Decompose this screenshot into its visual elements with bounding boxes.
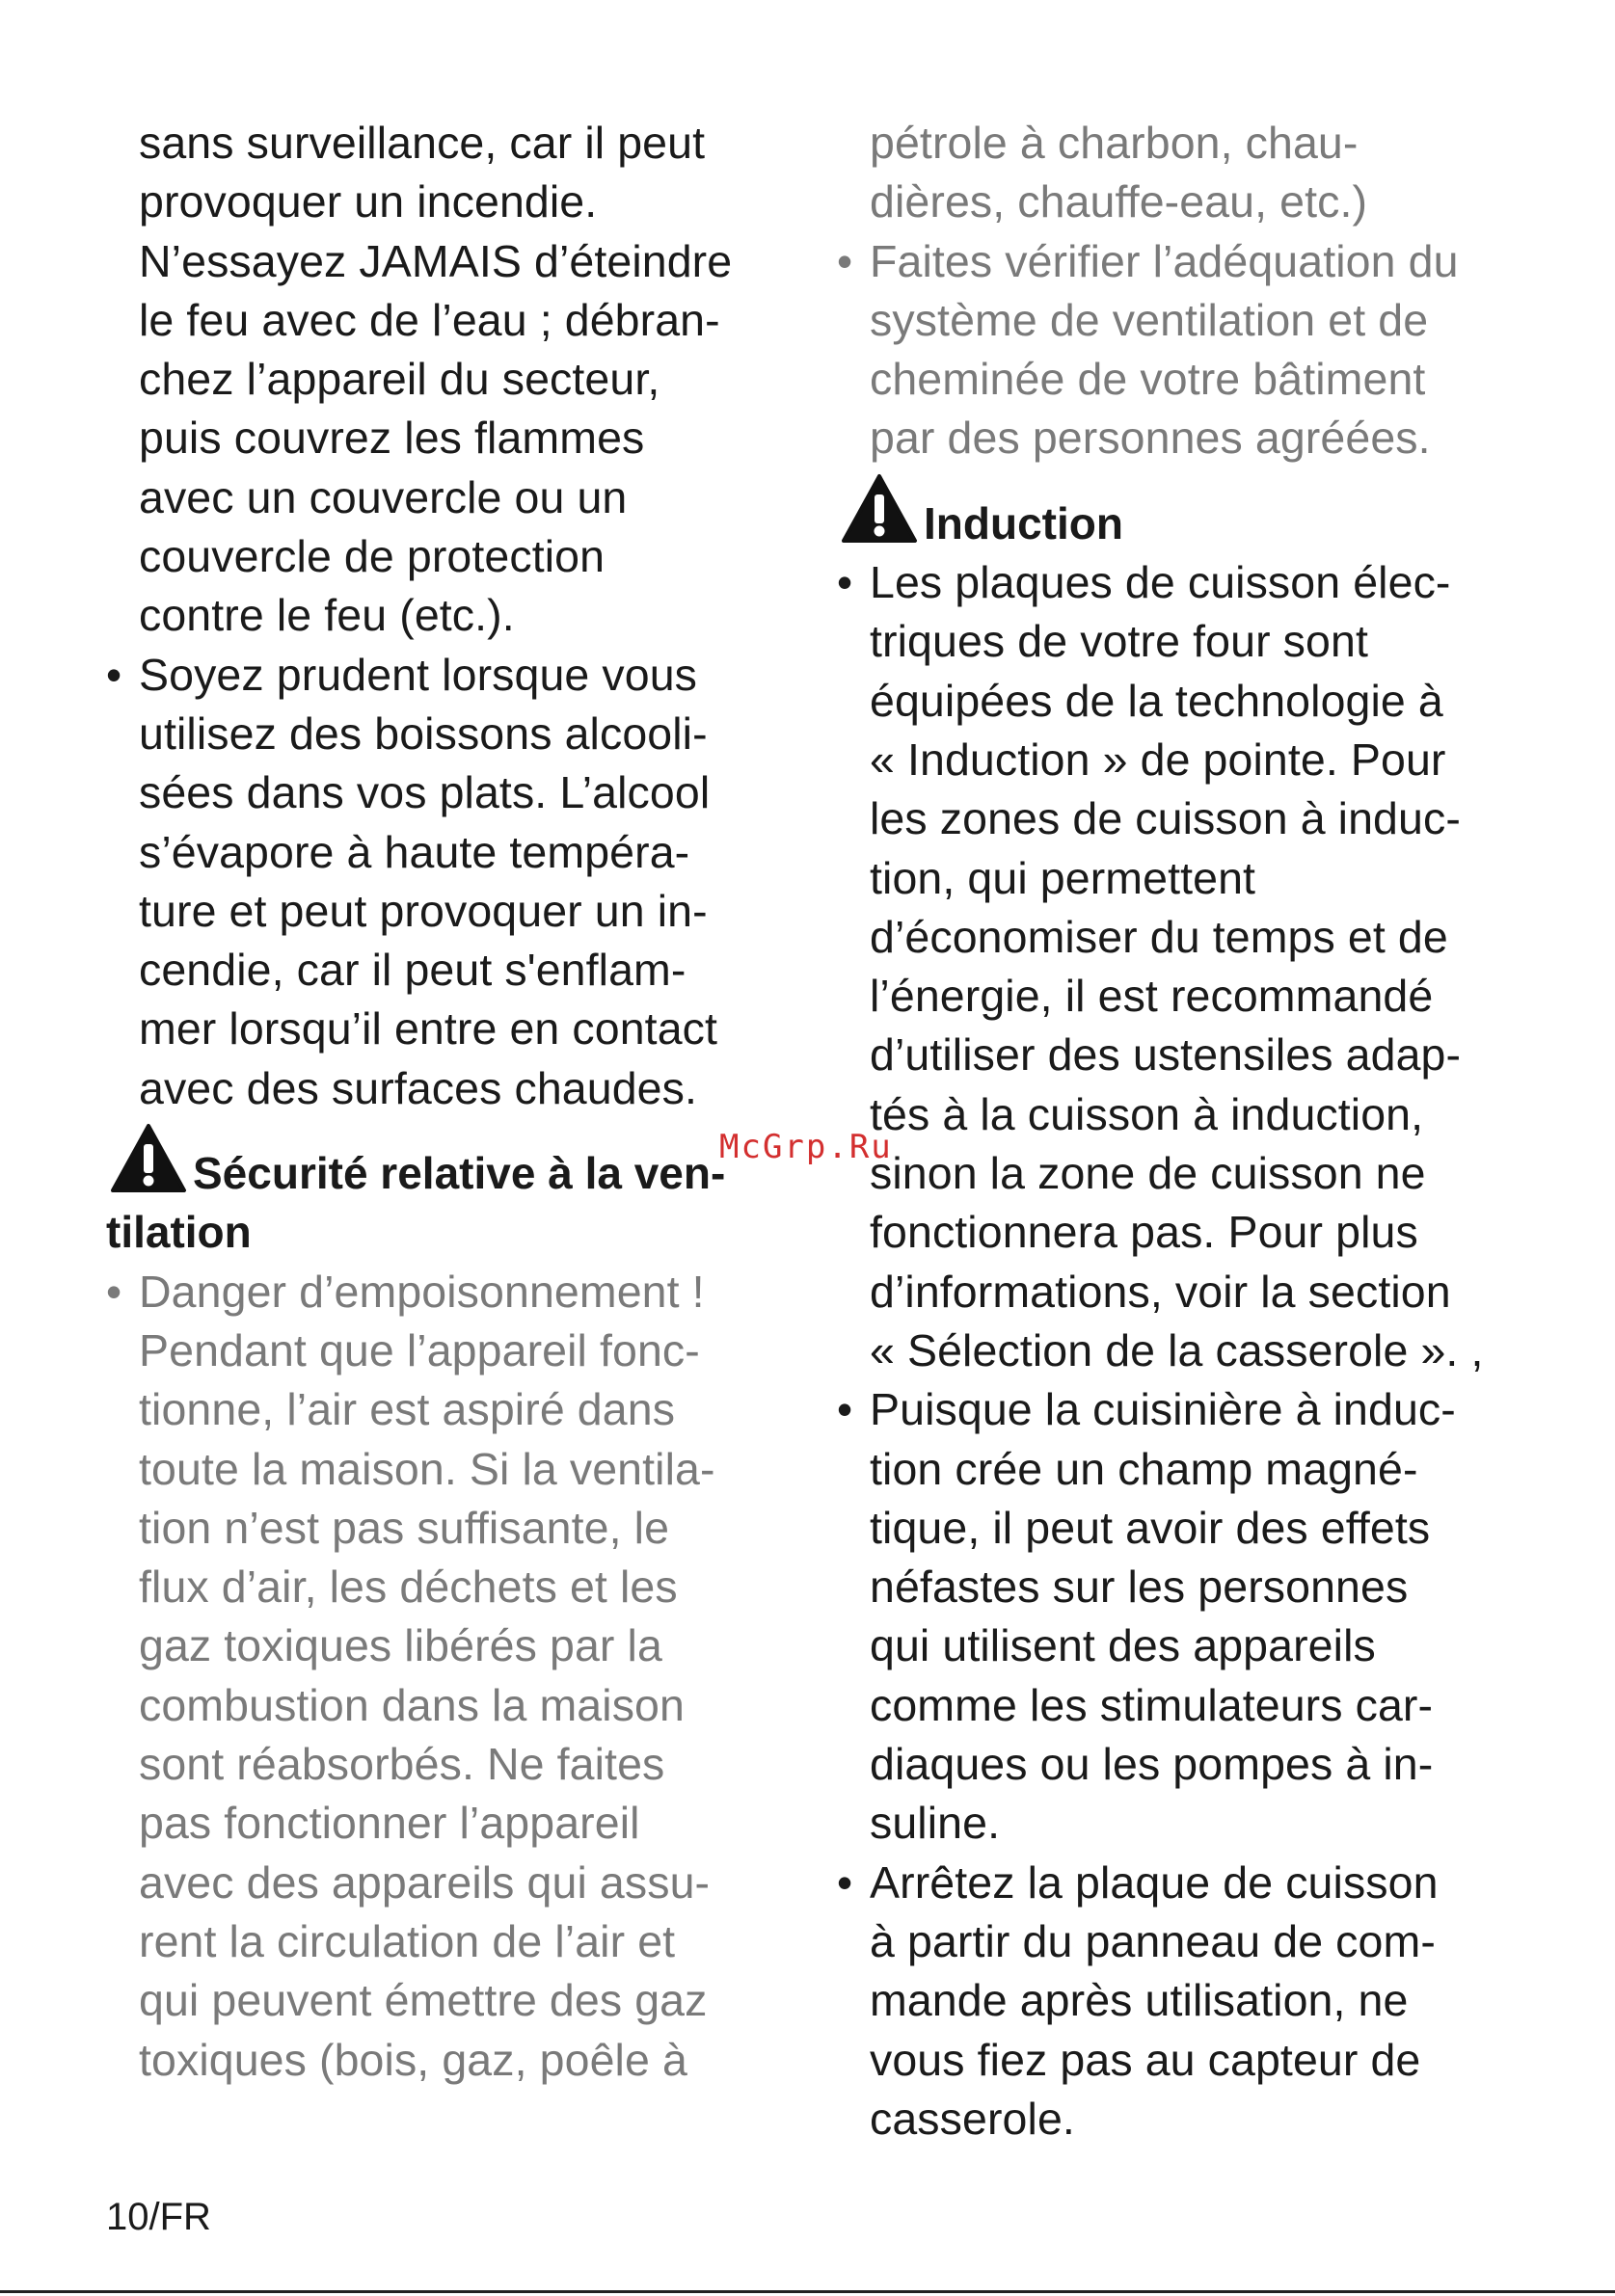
text-line: qui peuvent émettre des gaz: [139, 1975, 708, 2026]
text-line: fonctionnera pas. Pour plus: [870, 1207, 1418, 1258]
text-line: puis couvrez les flammes: [139, 413, 645, 464]
text-line: flux d’air, les déchets et les: [139, 1562, 678, 1613]
text-line: pas fonctionner l’appareil: [139, 1798, 640, 1849]
bullet-ventilation-check: [837, 232, 1541, 468]
text-line: avec des appareils qui assu-: [139, 1856, 711, 1908]
paragraph-continuation: [837, 114, 1541, 232]
warning-triangle-icon: [841, 473, 918, 545]
text-line: à partir du panneau de com-: [870, 1915, 1436, 1966]
text-line: sont réabsorbés. Ne faites: [139, 1739, 665, 1790]
bullet-switch-off: [837, 1854, 1541, 2149]
text-line: équipées de la technologie à: [870, 675, 1443, 726]
text-line: dières, chauffe-eau, etc.): [870, 176, 1368, 227]
text-line: [837, 553, 1541, 612]
text-line: tion, qui permettent: [870, 852, 1256, 903]
text-line: cendie, car il peut s'enflam-: [139, 945, 686, 996]
text-line: diaques ou les pompes à in-: [870, 1739, 1434, 1790]
text: Danger d’empoisonnement !: [139, 1266, 705, 1317]
text-line: toxiques (bois, gaz, poêle à: [139, 2034, 687, 2085]
text-line: avec des surfaces chaudes.: [139, 1062, 698, 1113]
text: Soyez prudent lorsque vous: [139, 649, 698, 700]
text-line: [837, 232, 1541, 291]
text-line: tionne, l’air est aspiré dans: [139, 1384, 676, 1435]
text-line: « Sélection de la casserole ». ,: [870, 1324, 1484, 1375]
heading-text: Induction: [924, 497, 1123, 548]
bullet-induction-cookware: [837, 553, 1541, 1380]
heading-text: Sécurité relative à la ven-: [193, 1148, 726, 1199]
text-line: qui utilisent des appareils: [870, 1620, 1376, 1671]
page-number: 10/FR: [106, 2196, 211, 2238]
text-line: le feu avec de l’eau ; débran-: [139, 294, 720, 345]
text-line: [106, 646, 839, 705]
text-line: système de ventilation et de: [870, 294, 1429, 345]
text-line: les zones de cuisson à induc-: [870, 793, 1461, 844]
text-line: cheminée de votre bâtiment: [870, 354, 1426, 405]
text-line: « Induction » de pointe. Pour: [870, 734, 1446, 785]
text-line: couvercle de protection: [139, 531, 606, 582]
text-line: rent la circulation de l’air et: [139, 1915, 676, 1966]
text-line: gaz toxiques libérés par la: [139, 1620, 662, 1671]
warning-triangle-icon: [110, 1123, 187, 1194]
watermark: McGrp.Ru: [719, 1128, 893, 1166]
text-line: d’économiser du temps et de: [870, 911, 1448, 962]
text-line: provoquer un incendie.: [139, 176, 598, 227]
text-line: ture et peut provoquer un in-: [139, 885, 708, 936]
text: Faites vérifier l’adéquation du: [870, 235, 1459, 286]
text-line: par des personnes agréées.: [870, 413, 1431, 464]
text-line: [837, 1380, 1541, 1439]
bottom-rule: [0, 2290, 1615, 2293]
bullet-icon: •: [837, 557, 853, 608]
text: Les plaques de cuisson élec-: [870, 557, 1451, 608]
text-line: néfastes sur les personnes: [870, 1562, 1409, 1613]
text-line: l’énergie, il est recommandé: [870, 971, 1434, 1022]
text-line: s’évapore à haute tempéra-: [139, 826, 690, 877]
text-line: d’utiliser des ustensiles adap-: [870, 1029, 1462, 1081]
text-line: combustion dans la maison: [139, 1679, 685, 1730]
text-line: comme les stimulateurs car-: [870, 1679, 1434, 1730]
bullet-magnetic-field: [837, 1380, 1541, 1853]
bullet-icon: •: [106, 1266, 122, 1317]
text-line: tion crée un champ magné-: [870, 1443, 1418, 1494]
text-line: tion n’est pas suffisante, le: [139, 1502, 670, 1553]
text-line: utilisez des boissons alcooli-: [139, 707, 708, 759]
text-line: Pendant que l’appareil fonc-: [139, 1324, 700, 1375]
text-line: triques de votre four sont: [870, 616, 1368, 667]
left-column: [106, 114, 839, 2090]
text-line: pétrole à charbon, chau-: [870, 118, 1359, 168]
paragraph-fire: [106, 114, 839, 646]
text-line: vous fiez pas au capteur de: [870, 2034, 1421, 2085]
text-line: suline.: [870, 1798, 1001, 1849]
text-line: N’essayez JAMAIS d’éteindre: [139, 235, 733, 286]
heading-line: tilation: [106, 1207, 252, 1258]
text-line: tique, il peut avoir des effets: [870, 1502, 1431, 1553]
bullet-icon: •: [106, 649, 122, 700]
text-line: mer lorsqu’il entre en contact: [139, 1003, 718, 1055]
text-line: sées dans vos plats. L’alcool: [139, 767, 711, 818]
section-heading-induction: [837, 494, 1541, 553]
text-line: chez l’appareil du secteur,: [139, 354, 660, 405]
bullet-icon: •: [837, 1856, 853, 1908]
text-line: d’informations, voir la section: [870, 1266, 1451, 1317]
text-line: casserole.: [870, 2093, 1075, 2144]
text-line: avec un couvercle ou un: [139, 471, 628, 522]
text: Puisque la cuisinière à induc-: [870, 1384, 1456, 1435]
text-line: sinon la zone de cuisson ne: [870, 1148, 1426, 1199]
heading-line: [837, 494, 1541, 553]
bullet-icon: •: [837, 1384, 853, 1435]
bullet-poisoning: [106, 1263, 839, 2090]
text-line: contre le feu (etc.).: [139, 590, 515, 641]
text: Arrêtez la plaque de cuisson: [870, 1856, 1439, 1908]
text-line: toute la maison. Si la ventila-: [139, 1443, 715, 1494]
text-line: [837, 1854, 1541, 1912]
text-line: mande après utilisation, ne: [870, 1975, 1409, 2026]
bullet-icon: •: [837, 235, 853, 286]
right-column: [837, 114, 1541, 2149]
text-line: sans surveillance, car il peut: [139, 118, 706, 168]
text-line: tés à la cuisson à induction,: [870, 1088, 1424, 1139]
text-line: [106, 1263, 839, 1322]
bullet-alcohol: [106, 646, 839, 1118]
